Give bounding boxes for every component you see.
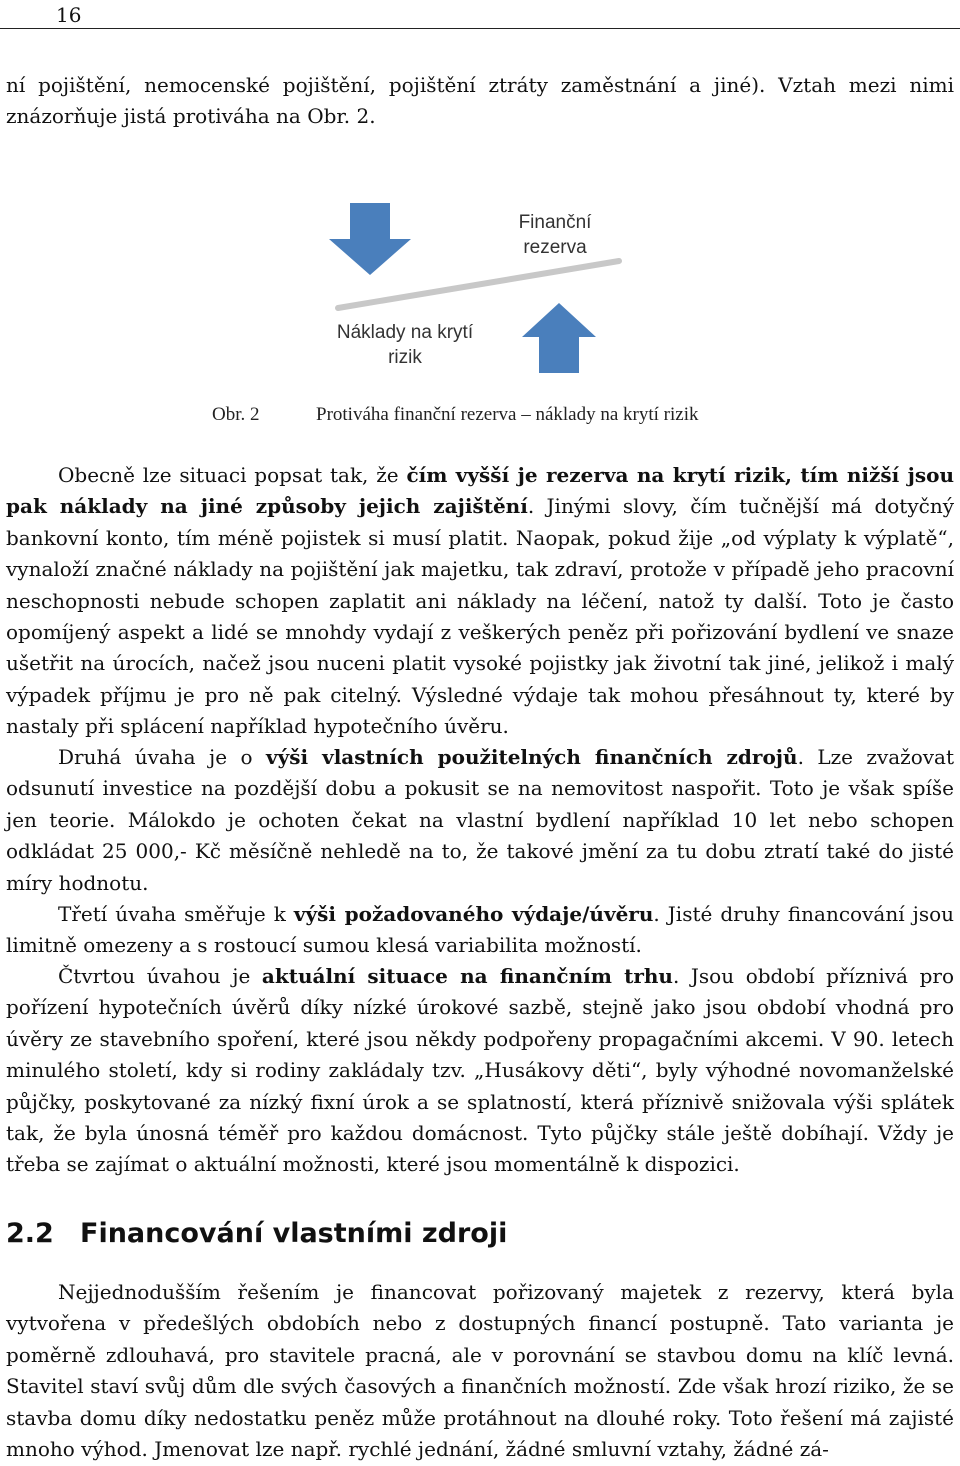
paragraph-own-resources — [6, 742, 954, 899]
paragraph-own-funding: Nejjednodušším řešením je financovat pořizovaný majetek z rezervy, která byla vytvořena v předešlých obdobích nebo z dostupných financí postupně. Tato varianta je poměrně zdlouhavá, pro stavitele pracná, ale v porovnání se stavbou domu na klíč levná. Stavitel staví svůj dům dle svých časových a finančních možností. Zde však hrozí riziko, že se stavba domu díky nedostatku peněz může protáhnout na dlouhé roky. Toto řešení má zajisté mnoho výhod. Jmenovat lze např. rychlé jednání, žádné smluvní vztahy, žádné zá- — [6, 1280, 954, 1462]
bold-run: výši vlastních použitelných finančních zdrojů — [265, 745, 798, 769]
text-run: Čtvrtou úvahou je — [58, 964, 262, 988]
text-run: . Jinými slovy, čím tučnější má dotyčný bankovní konto, tím méně pojistek si musí platit. Naopak, pokud žije „od výplaty k výplatě“, vynaloží značné náklady na pojištění jak majetku, tak zdraví, protože v případě jeho pracovní neschopnosti nebude schopen zaplatit ani náklady na léčení, natož ty další. Toto je často opomíjený aspekt a lidé se mnohdy vydají z veškerých peněz při pořizování bydlení ve snaze ušetřit na úrocích, načež jsou nuceni platit vysoké pojistky jak životní tak jiné, jelikož i malý výpadek příjmu je pro ně pak citelný. Výsledné výdaje tak mohou přesáhnout ty, které by nastaly při splácení například hypotečního úvěru. — [6, 494, 955, 739]
down-arrow-icon — [329, 203, 411, 275]
figure-caption-text: Protiváha finanční rezerva – náklady na krytí rizik — [316, 404, 699, 425]
text-run: . Lze zvažovat odsunutí investice na pozdější dobu a pokusit se na nemovitost naspořit. Toto je však spíše jen teorie. Málokdo je ochoten čekat na vlastní bydlení například 10 let nebo schopen odkládat 25 000,- Kč měsíčně nehledě na to, že takové jmění za tu dobu ztratí také do jisté míry hodnotu. — [6, 745, 955, 895]
paragraph-market — [6, 961, 954, 1181]
bold-run: čím vyšší je rezerva na krytí rizik, tím nižší jsou pak náklady na jiné způsoby jejich zajištění — [6, 463, 954, 519]
figure-caption-label: Obr. 2 — [212, 404, 260, 425]
bold-run: aktuální situace na finančním trhu — [261, 964, 673, 988]
figure-label-costs: Náklady na krytí rizik — [336, 322, 474, 368]
page-number: 16 — [56, 3, 82, 27]
paragraph-reserve — [6, 460, 954, 743]
section-heading — [6, 1218, 507, 1249]
figure-label-reserve: Finanční rezerva — [518, 212, 592, 258]
header-rule — [0, 28, 960, 29]
balance-beam — [338, 261, 619, 308]
up-arrow-icon — [522, 303, 596, 373]
text-run: Obecně lze situaci popsat tak, že — [58, 463, 407, 487]
paragraph-intro: ní pojištění, nemocenské pojištění, pojištění ztráty zaměstnání a jiné). Vztah mezi nimi znázorňuje jistá protiváha na Obr. 2. — [6, 73, 954, 129]
text-run: Třetí úvaha směřuje k — [58, 902, 294, 926]
paragraph-expense — [6, 899, 954, 962]
bold-run: výši požadovaného výdaje/úvěru — [293, 902, 654, 926]
text-run: . Jsou období příznivá pro pořízení hypotečních úvěrů díky nízké úrokové sazbě, stejně jako jsou období vhodná pro úvěry ze stavebního spoření, které jsou někdy podpořeny propagačními akcemi. V 90. letech minulého století, kdy si rodiny zakládaly tzv. „Husákovy děti“, byly výhodné novomanželské půjčky, poskytované za nízký fixní úrok a se splatností, která příznivě snižovala výši splátek tak, že byla únosná téměř pro každou domácnost. Tyto půjčky stále ještě dobíhají. Vždy je třeba se zajímat o aktuální možnosti, které jsou momentálně k dispozici. — [6, 964, 954, 1177]
text-run: Druhá úvaha je o — [58, 745, 266, 769]
section-title: Financování vlastními zdroji — [80, 1218, 508, 1249]
text-run: . Jisté druhy financování jsou limitně omezeny a s rostoucí sumou klesá variabilita možností. — [6, 902, 955, 958]
section-number: 2.2 — [6, 1218, 54, 1249]
